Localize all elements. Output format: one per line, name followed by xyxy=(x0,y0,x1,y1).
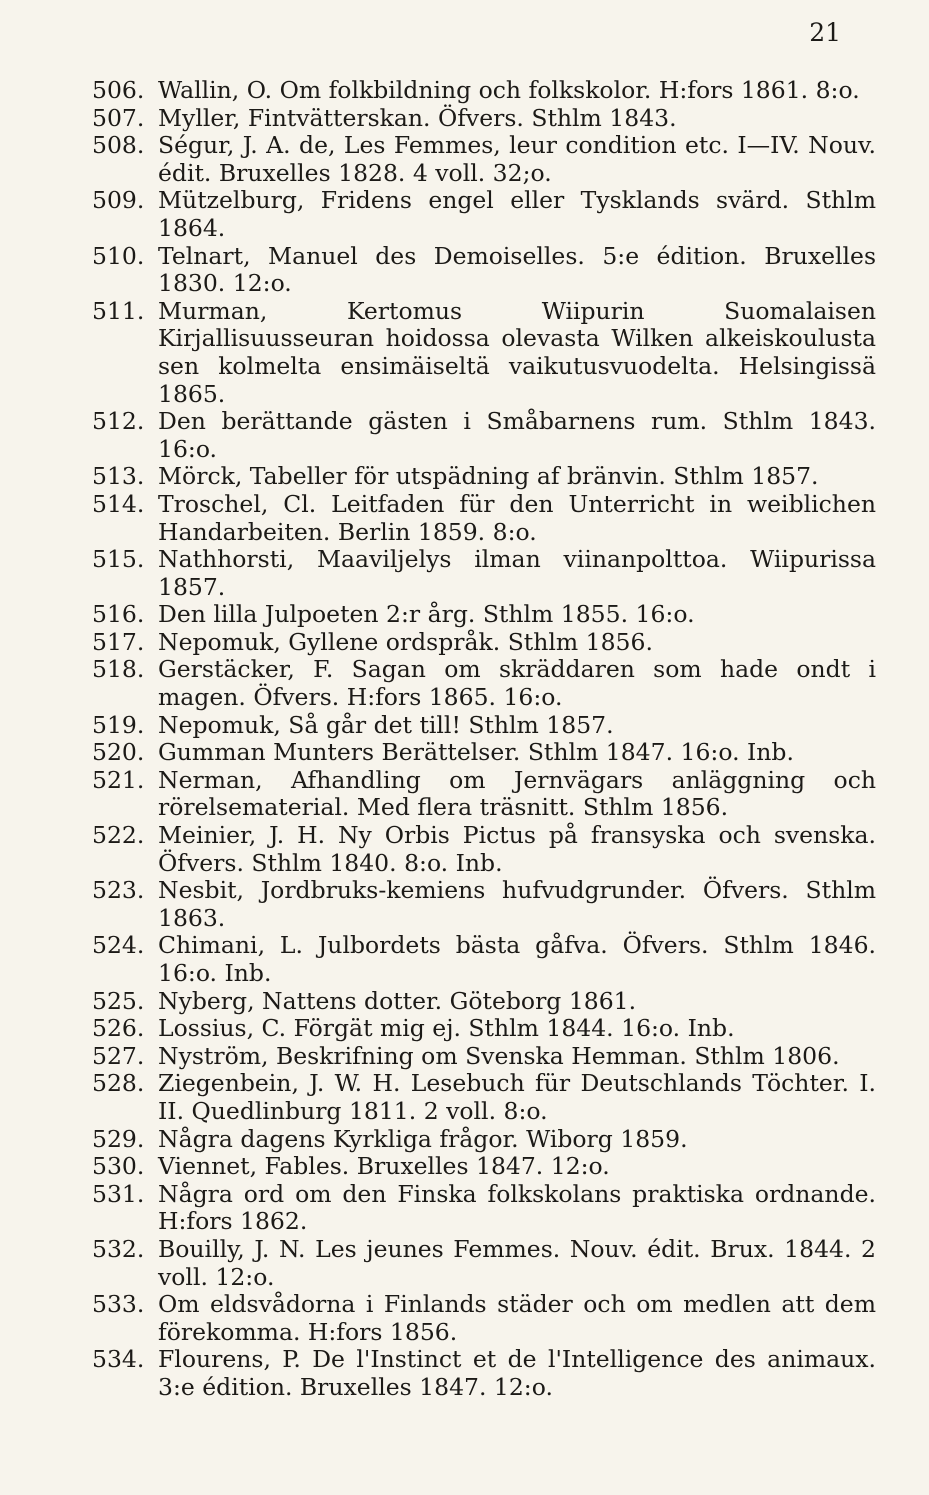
catalog-entry xyxy=(92,1291,876,1346)
page-number: 21 xyxy=(809,18,841,47)
entry-text: Några ord om den Finska folkskolans praktiska ordnande. H:fors 1862. xyxy=(158,1179,876,1236)
catalog-entry xyxy=(92,463,876,491)
entry-text: Den lilla Julpoeten 2:r årg. Sthlm 1855. 16:o. xyxy=(158,600,695,629)
entry-text: Troschel, Cl. Leitfaden für den Unterricht in weiblichen Handarbeiten. Berlin 1859. 8:o. xyxy=(158,489,876,546)
entry-text: Lossius, C. Förgät mig ej. Sthlm 1844. 16:o. Inb. xyxy=(158,1014,735,1043)
catalog-entry xyxy=(92,546,876,601)
catalog-entry xyxy=(92,1015,876,1043)
entry-number: 523. xyxy=(92,876,145,905)
entry-number: 533. xyxy=(92,1290,145,1319)
entry-number: 506. xyxy=(92,76,145,104)
entry-text: Chimani, L. Julbordets bästa gåfva. Öfvers. Sthlm 1846. 16:o. Inb. xyxy=(158,931,876,987)
entry-number: 509. xyxy=(92,186,145,215)
entry-text: Ziegenbein, J. W. H. Lesebuch für Deutschlands Töchter. I. II. Quedlinburg 1811. 2 voll. 8:o. xyxy=(158,1069,876,1125)
entry-number: 519. xyxy=(92,710,145,739)
entry-text: Nathhorsti, Maaviljelys ilman viinanpolttoa. Wiipurissa 1857. xyxy=(158,545,876,601)
entry-number: 518. xyxy=(92,655,145,684)
catalog-entry xyxy=(92,1043,876,1071)
entry-number: 526. xyxy=(92,1014,145,1043)
entry-number: 510. xyxy=(92,241,145,270)
catalog-entry xyxy=(92,491,876,546)
entry-text: Några dagens Kyrkliga frågor. Wiborg 1859. xyxy=(158,1124,688,1153)
entry-number: 531. xyxy=(92,1179,145,1208)
entry-number: 512. xyxy=(92,407,145,436)
catalog-entry xyxy=(92,105,876,133)
entry-text: Telnart, Manuel des Demoiselles. 5:e édition. Bruxelles 1830. 12:o. xyxy=(158,241,876,298)
entry-text: Mützelburg, Fridens engel eller Tysklands svärd. Sthlm 1864. xyxy=(158,186,876,242)
entry-text: Murman, Kertomus Wiipurin Suomalaisen Kirjallisuusseuran hoidossa olevasta Wilken alkeiskoulusta sen kolmelta ensimäiseltä vaikutusvuodelta. Helsingissä 1865. xyxy=(158,296,876,408)
entry-text: Nyström, Beskrifning om Svenska Hemman. Sthlm 1806. xyxy=(158,1041,840,1070)
entry-text: Meinier, J. H. Ny Orbis Pictus på fransyska och svenska. Öfvers. Sthlm 1840. 8:o. Inb. xyxy=(158,821,876,877)
catalog-entry xyxy=(92,243,876,298)
entry-text: Nerman, Afhandling om Jernvägars anläggning och rörelsematerial. Med flera träsnitt. Sthlm 1856. xyxy=(158,765,876,822)
entry-text: Myller, Fintvätterskan. Öfvers. Sthlm 1843. xyxy=(158,103,677,132)
entry-number: 528. xyxy=(92,1069,145,1098)
catalog-entry xyxy=(92,1236,876,1291)
catalog-entry xyxy=(92,132,876,187)
entry-number: 521. xyxy=(92,765,145,794)
catalog-entry xyxy=(92,1181,876,1236)
entry-number: 508. xyxy=(92,131,145,160)
entry-list xyxy=(92,77,876,1402)
entry-text: Ségur, J. A. de, Les Femmes, leur condition etc. I—IV. Nouv. édit. Bruxelles 1828. 4 voll. 32;o. xyxy=(158,131,876,187)
entry-text: Gerstäcker, F. Sagan om skräddaren som hade ondt i magen. Öfvers. H:fors 1865. 16:o. xyxy=(158,655,876,712)
catalog-entry xyxy=(92,712,876,740)
entry-number: 515. xyxy=(92,545,145,574)
entry-text: Nyberg, Nattens dotter. Göteborg 1861. xyxy=(158,986,637,1015)
entry-number: 524. xyxy=(92,931,145,960)
catalog-entry xyxy=(92,1070,876,1125)
entry-number: 522. xyxy=(92,821,145,850)
catalog-entry xyxy=(92,601,876,629)
catalog-entry xyxy=(92,629,876,657)
entry-number: 530. xyxy=(92,1152,145,1181)
entry-text: Nepomuk, Så går det till! Sthlm 1857. xyxy=(158,710,614,739)
catalog-entry xyxy=(92,77,876,105)
catalog-entry xyxy=(92,988,876,1016)
entry-number: 514. xyxy=(92,489,145,518)
entry-number: 529. xyxy=(92,1124,145,1153)
entry-text: Nepomuk, Gyllene ordspråk. Sthlm 1856. xyxy=(158,627,653,656)
catalog-entry xyxy=(92,822,876,877)
entry-number: 517. xyxy=(92,627,145,656)
entry-number: 516. xyxy=(92,600,145,629)
catalog-entry xyxy=(92,1153,876,1181)
catalog-entry xyxy=(92,767,876,822)
entry-text: Nesbit, Jordbruks-kemiens hufvudgrunder. Öfvers. Sthlm 1863. xyxy=(158,876,876,932)
entry-number: 511. xyxy=(92,296,145,325)
catalog-entry xyxy=(92,932,876,987)
entry-number: 532. xyxy=(92,1234,145,1263)
entry-text: Om eldsvådorna i Finlands städer och om medlen att dem förekomma. H:fors 1856. xyxy=(158,1290,876,1346)
catalog-entry xyxy=(92,408,876,463)
entry-text: Wallin, O. Om folkbildning och folkskolor. H:fors 1861. 8:o. xyxy=(158,76,860,104)
entry-text: Viennet, Fables. Bruxelles 1847. 12:o. xyxy=(158,1152,610,1181)
entry-text: Flourens, P. De l'Instinct et de l'Intelligence des animaux. 3:e édition. Bruxelles 1847. 12:o. xyxy=(158,1345,876,1401)
catalog-entry xyxy=(92,298,876,408)
catalog-entry xyxy=(92,1346,876,1401)
entry-number: 520. xyxy=(92,738,145,767)
catalog-entry xyxy=(92,656,876,711)
entry-text: Mörck, Tabeller för utspädning af bränvin. Sthlm 1857. xyxy=(158,462,819,491)
entry-text: Gumman Munters Berättelser. Sthlm 1847. 16:o. Inb. xyxy=(158,738,794,767)
entry-number: 534. xyxy=(92,1345,145,1374)
entry-number: 507. xyxy=(92,103,145,132)
catalog-entry xyxy=(92,187,876,242)
catalog-entry xyxy=(92,877,876,932)
entry-text: Bouilly, J. N. Les jeunes Femmes. Nouv. édit. Brux. 1844. 2 voll. 12:o. xyxy=(158,1234,876,1291)
entry-number: 513. xyxy=(92,462,145,491)
catalog-entry xyxy=(92,739,876,767)
catalog-entry xyxy=(92,1126,876,1154)
entry-number: 527. xyxy=(92,1041,145,1070)
entry-text: Den berättande gästen i Småbarnens rum. Sthlm 1843. 16:o. xyxy=(158,407,876,463)
entry-number: 525. xyxy=(92,986,145,1015)
